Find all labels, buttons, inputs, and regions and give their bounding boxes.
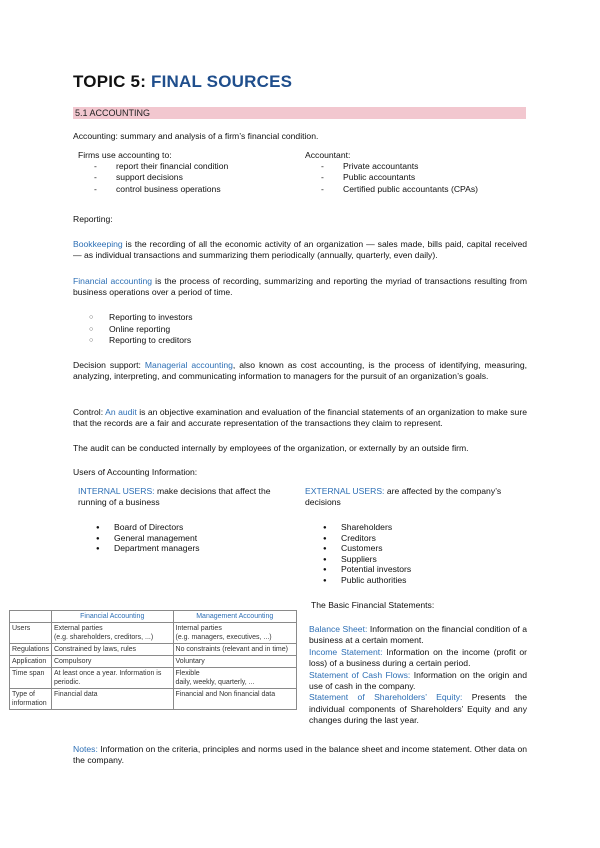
table-cell: Financial and Non financial data: [173, 689, 296, 710]
table-header-cell: [10, 611, 52, 623]
list-item: - Private accountants: [321, 161, 525, 172]
financial-accounting-term: Financial accounting: [73, 276, 153, 286]
control-lead: Control:: [73, 407, 106, 417]
notes-text: Information on the criteria, principles and norms used in the balance sheet and income statement. Other data on the company.: [73, 744, 527, 765]
statement-term: Statement of Cash Flows:: [309, 669, 411, 680]
statement-term: Statement of Shareholders’ Equity:: [309, 692, 463, 703]
table-cell: Financial data: [51, 689, 173, 710]
firms-list: [94, 161, 288, 195]
statement-term: Balance Sheet:: [309, 624, 368, 634]
external-users-text: are affected by the company’s decisions: [305, 486, 502, 507]
audit-term: An audit: [105, 407, 137, 417]
list-item: - Public accountants: [321, 172, 525, 183]
statement-item: [309, 670, 527, 693]
statement-text: Information on the income (profit or loss) of a business during a certain period.: [309, 646, 527, 669]
list-item: ● Shareholders: [323, 522, 527, 533]
list-item: ○ Online reporting: [89, 324, 193, 336]
internal-users-term: INTERNAL USERS:: [78, 486, 155, 496]
table-cell: Constrained by laws, rules: [51, 644, 173, 656]
table-row: [10, 656, 297, 668]
section-heading: 5.1 ACCOUNTING: [75, 108, 151, 118]
table-cell: Users: [10, 623, 52, 644]
list-item: - report their financial condition: [94, 161, 288, 172]
decision-lead: Decision support:: [73, 360, 145, 370]
accountant-heading: Accountant:: [305, 150, 351, 160]
list-item: ○ Reporting to investors: [89, 312, 193, 324]
statement-term: Income Statement:: [309, 646, 383, 657]
table-cell: No constraints (relevant and in time): [173, 644, 296, 656]
list-item: ● Public authorities: [323, 575, 527, 586]
list-item: ● General management: [96, 533, 293, 544]
list-item: ● Creditors: [323, 533, 527, 544]
title-accent: FINAL SOURCES: [151, 72, 293, 91]
list-item: ● Potential investors: [323, 564, 527, 575]
notes-term: Notes:: [73, 744, 98, 754]
firms-heading: Firms use accounting to:: [78, 150, 172, 160]
accounting-comparison-table: [9, 610, 297, 710]
list-item: ● Department managers: [96, 543, 293, 554]
table-row: [10, 668, 297, 689]
list-item: - support decisions: [94, 172, 288, 183]
table-cell: Internal parties (e.g. managers, executives, ...): [173, 623, 296, 644]
users-heading: Users of Accounting Information:: [73, 467, 198, 477]
table-cell: Voluntary: [173, 656, 296, 668]
table-header-cell: Management Accounting: [173, 611, 296, 623]
table-row: [10, 689, 297, 710]
accountant-list: [321, 161, 525, 195]
table-cell: Time span: [10, 668, 52, 689]
bookkeeping-term: Bookkeeping: [73, 239, 123, 249]
list-item: - Certified public accountants (CPAs): [321, 184, 525, 195]
accounting-definition: Accounting: summary and analysis of a firm’s financial condition.: [73, 131, 319, 141]
table-cell: Regulations: [10, 644, 52, 656]
control-text: is an objective examination and evaluation of the financial statements of an organization to make sure that the records are a fair and accurate representation of the transactions they claim to represent.: [73, 407, 527, 428]
table-header-cell: Financial Accounting: [51, 611, 173, 623]
statement-item: [309, 647, 527, 670]
internal-users-list: [96, 522, 293, 554]
table-header-row: [10, 611, 297, 623]
statement-item: [309, 624, 527, 647]
reporting-heading: Reporting:: [73, 214, 113, 224]
statement-item: [309, 692, 527, 726]
table-row: [10, 644, 297, 656]
external-users-block: [305, 486, 527, 586]
list-item: ● Suppliers: [323, 554, 527, 565]
notes-paragraph: [73, 744, 527, 766]
statements-heading: The Basic Financial Statements:: [311, 600, 435, 610]
external-users-list: [323, 522, 527, 586]
bookkeeping-text: is the recording of all the economic activity of an organization — sales made, bills paid, capital received — as individual transactions and summarizing them periodically (annually, quarterly, even daily).: [73, 239, 527, 260]
table-cell: External parties (e.g. shareholders, creditors, ...): [51, 623, 173, 644]
bookkeeping-paragraph: [73, 239, 527, 261]
internal-users-block: [78, 486, 293, 554]
firms-block: [78, 150, 288, 195]
list-item: ○ Reporting to creditors: [89, 335, 193, 347]
statements-block: [309, 624, 527, 727]
decision-text: , also known as cost accounting, is the process of identifying, measuring, analyzing, interpreting, and communicating information to managers for the pursuit of an organization’s goals.: [73, 360, 527, 381]
list-item: ● Board of Directors: [96, 522, 293, 533]
table-cell: Compulsory: [51, 656, 173, 668]
audit-note: The audit can be conducted internally by employees of the organization, or externally by an outside firm.: [73, 443, 469, 453]
table-row: [10, 623, 297, 644]
statement-text: Presents the individual components of Shareholders’ Equity and any changes during the last year.: [309, 692, 527, 726]
financial-accounting-paragraph: [73, 276, 527, 298]
external-users-term: EXTERNAL USERS:: [305, 486, 385, 496]
page-title: [73, 72, 292, 92]
table-cell: Flexible daily, weekly, quarterly, ...: [173, 668, 296, 689]
internal-users-text: make decisions that affect the running of a business: [78, 486, 271, 507]
managerial-accounting-term: Managerial accounting: [144, 360, 233, 370]
list-item: - control business operations: [94, 184, 288, 195]
reporting-list: [89, 312, 193, 347]
statement-text: Information on the origin and use of cash in the company.: [309, 669, 527, 692]
title-prefix: TOPIC 5:: [73, 72, 152, 91]
table-cell: At least once a year. Information is periodic.: [51, 668, 173, 689]
table-cell: Application: [10, 656, 52, 668]
statement-text: Information on the financial condition of a business at a certain moment.: [309, 624, 527, 646]
list-item: ● Customers: [323, 543, 527, 554]
control-paragraph: [73, 407, 527, 429]
accountant-block: [305, 150, 525, 195]
table-cell: Type of information: [10, 689, 52, 710]
financial-accounting-text: is the process of recording, summarizing and reporting the myriad of transactions resulting from business operations over a period of time.: [73, 276, 527, 297]
decision-support-paragraph: [73, 360, 527, 382]
